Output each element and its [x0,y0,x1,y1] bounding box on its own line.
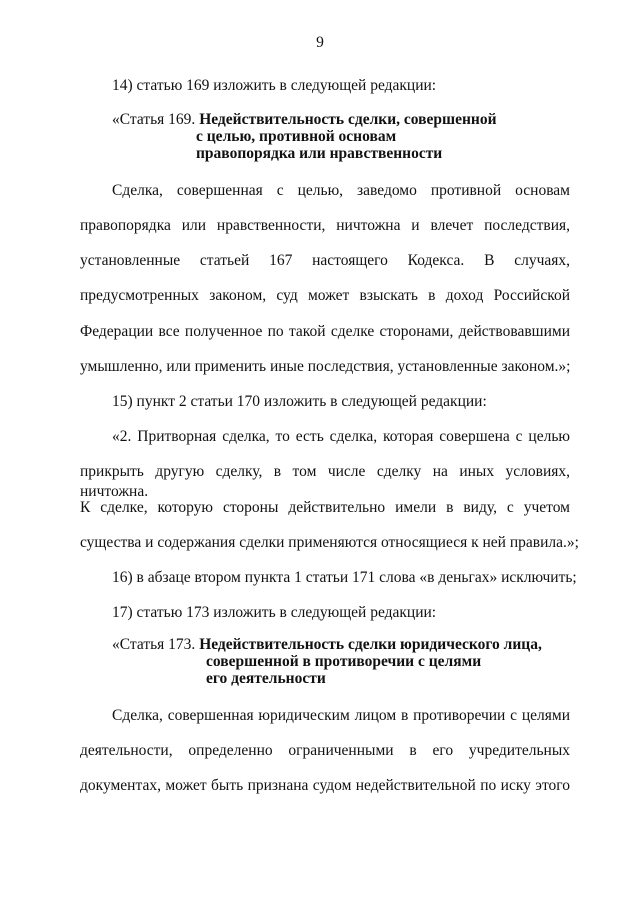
item-16-text: 16) в абзаце втором пункта 1 статьи 171 слова «в деньгах» исключить; [112,569,577,586]
article-170-body-line: существа и содержания сделки применяются относящиеся к ней правила.»; [80,534,579,551]
article-173-heading [112,636,542,654]
article-173-body-line: деятельности, определенно ограниченными в его учредительных [80,742,570,759]
article-169-body-line: Федерации все полученное по такой сделке сторонами, действовавшими [80,323,570,340]
article-173-title-line1: Недействительность сделки юридического лица, [199,636,542,653]
item-14-intro: 14) статью 169 изложить в следующей редакции: [112,77,437,94]
article-169-body-line: Сделка, совершенная с целью, заведомо противной основам [112,182,570,199]
item-17-intro: 17) статью 173 изложить в следующей редакции: [112,604,437,621]
article-173-body-line: документах, может быть признана судом недействительной по иску этого [80,777,570,794]
article-169-body-line: предусмотренных законом, суд может взыскать в доход Российской [80,287,570,304]
page-number: 9 [316,34,324,51]
article-169-body-line: правопорядка или нравственности, ничтожна и влечет последствия, [80,217,570,234]
article-169-heading [112,111,497,129]
article-169-body-line: установленные статьей 167 настоящего Кодекса. В случаях, [80,252,570,269]
article-170-body-line: К сделке, которую стороны действительно имели в виду, с учетом [80,499,570,516]
article-173-title-line3: его деятельности [206,670,326,687]
article-173-prefix: «Статья 173. [112,636,196,653]
article-170-body-line: «2. Притворная сделка, то есть сделка, которая совершена с целью [112,428,570,445]
article-169-title-line3: правопорядка или нравственности [196,145,443,162]
article-170-body-line: прикрыть другую сделку, в том числе сделку на иных условиях, ничтожна. [80,463,570,500]
article-169-title-line2: с целью, противной основам [196,128,397,145]
item-15-intro: 15) пункт 2 статьи 170 изложить в следующей редакции: [112,393,487,410]
article-173-body-line: Сделка, совершенная юридическим лицом в противоречии с целями [112,707,570,724]
article-169-body-line: умышленно, или применить иные последствия, установленные законом.»; [80,358,571,375]
article-169-title-line1: Недействительность сделки, совершенной [199,111,497,128]
article-173-title-line2: совершенной в противоречии с целями [206,653,482,670]
article-169-prefix: «Статья 169. [112,111,196,128]
